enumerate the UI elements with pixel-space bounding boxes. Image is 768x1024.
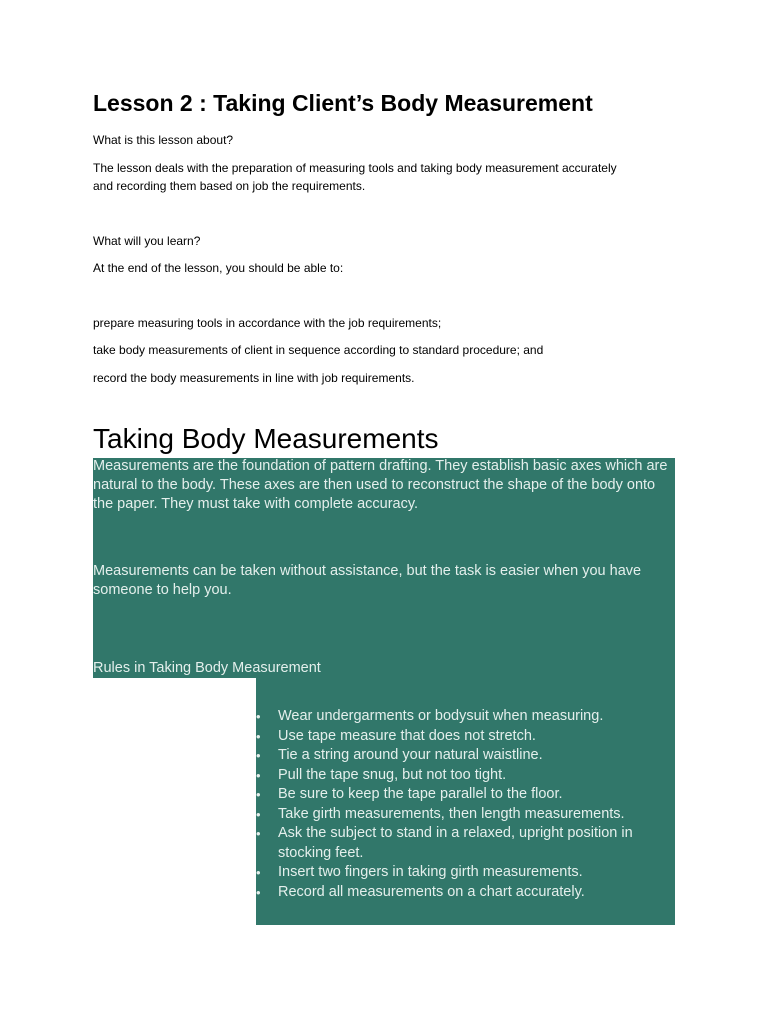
learn-intro: At the end of the lesson, you should be able to: xyxy=(93,261,344,275)
rules-list xyxy=(256,707,675,902)
bullet-icon: • xyxy=(256,748,261,763)
bullet-icon: • xyxy=(256,709,261,724)
lesson-title: Lesson 2 : Taking Client’s Body Measurement xyxy=(93,90,593,116)
rule-item: • Be sure to keep the tape parallel to the floor. xyxy=(256,785,675,805)
rules-heading: Rules in Taking Body Measurement xyxy=(93,660,321,676)
about-line-1: The lesson deals with the preparation of measuring tools and taking body measurement accurately xyxy=(93,161,617,175)
rule-item: • Record all measurements on a chart accurately. xyxy=(256,883,675,903)
rule-item: • Take girth measurements, then length measurements. xyxy=(256,805,675,825)
rule-item: • Ask the subject to stand in a relaxed, upright position in stocking feet. xyxy=(256,825,633,861)
rule-item: • Tie a string around your natural waistline. xyxy=(256,746,675,766)
intro-paragraph: Measurements are the foundation of pattern drafting. They establish basic axes which are natural to the body. These axes are then used to reconstruct the shape of the body onto the paper. They must take with complete accuracy. xyxy=(93,458,668,512)
bullet-icon: • xyxy=(256,826,261,841)
bullet-icon: • xyxy=(256,806,261,822)
rule-item: • Wear undergarments or bodysuit when measuring. xyxy=(256,707,675,727)
about-line-2: and recording them based on job the requirements. xyxy=(93,179,366,193)
objective-item: prepare measuring tools in accordance with the job requirements; xyxy=(93,316,442,330)
question-learn: What will you learn? xyxy=(93,234,201,248)
bullet-icon: • xyxy=(256,884,261,900)
bullet-icon: • xyxy=(256,767,261,783)
bullet-icon: • xyxy=(256,728,261,744)
section-title: Taking Body Measurements xyxy=(93,423,439,454)
rule-item: • Pull the tape snug, but not too tight. xyxy=(256,766,675,786)
objective-item: record the body measurements in line with job requirements. xyxy=(93,371,415,385)
bullet-icon: • xyxy=(256,787,261,802)
bullet-icon: • xyxy=(256,865,261,880)
question-about: What is this lesson about? xyxy=(93,133,234,147)
rule-item: • Insert two fingers in taking girth measurements. xyxy=(256,863,675,883)
assistance-paragraph: Measurements can be taken without assistance, but the task is easier when you have someone to help you. xyxy=(93,563,642,598)
rule-item: • Use tape measure that does not stretch. xyxy=(256,727,675,747)
objective-item: take body measurements of client in sequence according to standard procedure; and xyxy=(93,343,544,357)
